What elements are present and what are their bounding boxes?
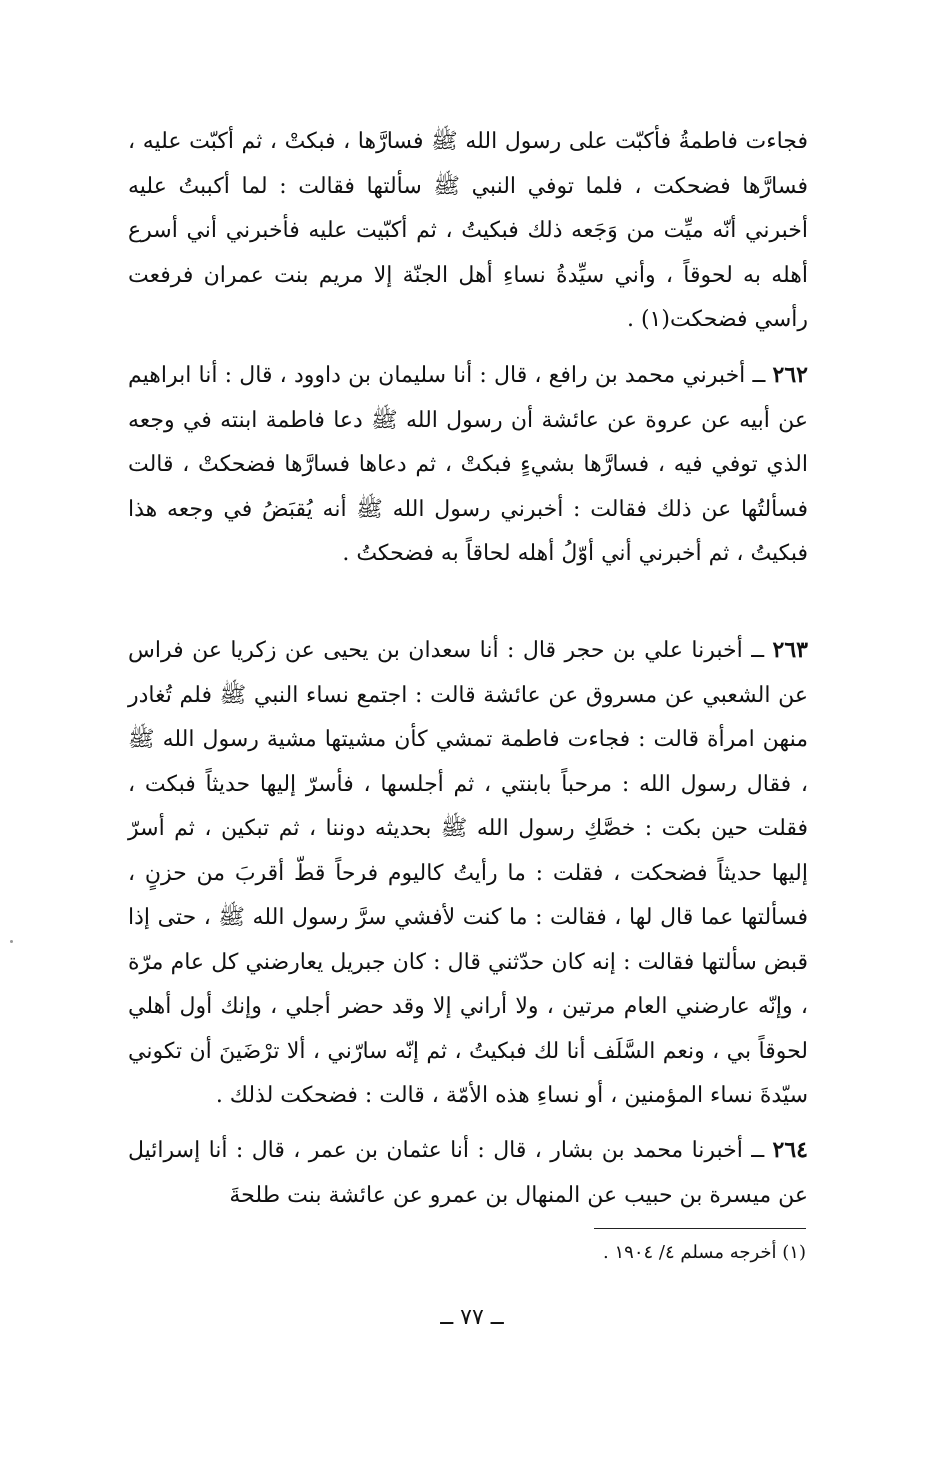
paragraph-hadith-264 (128, 1128, 808, 1218)
hadith-number: ٢٦٤ (772, 1137, 808, 1163)
scan-speck (10, 940, 13, 943)
footnote-divider (594, 1228, 806, 1229)
hadith-number: ٢٦٢ (772, 362, 808, 388)
page-number: ــ ٧٧ ــ (440, 1305, 504, 1330)
paragraph-continuation (128, 120, 808, 343)
paragraph-hadith-263 (128, 628, 808, 1119)
paragraph-text: ــ أخبرني محمد بن رافع ، قال : أنا سليمان بن داوود ، قال : أنا ابراهيم عن أبيه عن عروة عن عائشة أن رسول الله ﷺ دعا فاطمة ابنته في وجعه الذي توفي فيه ، فسارَّها بشيءٍ فبكتْ ، ثم دعاها فسارَّها فضحكتْ ، قالت فسألتُها عن ذلك فقالت : أخبرني رسول الله ﷺ أنه يُقبَضُ في وجعه هذا فبكيتُ ، ثم أخبرني أني أوّلُ أهله لحاقاً به فضحكتُ . (128, 363, 808, 566)
paragraph-text: فجاءت فاطمةُ فأكبّت على رسول الله ﷺ فسارَّها ، فبكتْ ، ثم أكبّت عليه ، فسارَّها فضحكت ، فلما توفي النبي ﷺ سألتها فقالت : لما أكببتُ عليه أخبرني أنّه ميِّت من وَجَعه ذلك فبكيتُ ، ثم أكبّيت عليه فأخبرني أني أسرع أهله به لحوقاً ، وأني سيِّدةُ نساءِ أهل الجنّة إلا مريم بنت عمران فرفعت رأسي فضحكت(١) . (128, 129, 808, 332)
paragraph-hadith-262 (128, 353, 808, 577)
paragraph-text: ــ أخبرنا محمد بن بشار ، قال : أنا عثمان بن عمر ، قال : أنا إسرائيل عن ميسرة بن حبيب عن المنهال بن عمرو عن عائشة بنت طلحةَ (128, 1138, 808, 1208)
footnote: (١) أخرجه مسلم ٤/ ١٩٠٤ . (603, 1242, 806, 1263)
paragraph-text: ــ أخبرنا علي بن حجر قال : أنا سعدان بن يحيى عن زكريا عن فراس عن الشعبي عن مسروق عن عائشة قالت : اجتمع نساء النبي ﷺ فلم تُغادر منهن امرأة قالت : فجاءت فاطمة تمشي كأن مشيتها مشية رسول الله ﷺ ، فقال رسول الله : مرحباً بابنتي ، ثم أجلسها ، فأسرّ إليها حديثاً فبكت ، فقلت حين بكت : خصَّكِ رسول الله ﷺ بحديثه دوننا ، ثم تبكين ، ثم أسرّ إليها حديثاً فضحكت ، فقلت : ما رأيتُ كاليوم فرحاً قطّ أقربَ من حزنٍ ، فسألتها عما قال لها ، فقالت : ما كنت لأفشي سرَّ رسول الله ﷺ ، حتى إذا قبض سألتها فقالت : إنه كان حدّثني قال : كان جبريل يعارضني كل عام مرّة ، وإنّه عارضني العام مرتين ، ولا أراني إلا وقد حضر أجلي ، وإنك أول أهلي لحوقاً بي ، ونعم السَّلَف أنا لك فبكيتُ ، ثم إنّه سارّني ، ألا ترْضَينَ أن تكوني سيّدةَ نساء المؤمنين ، أو نساءِ هذه الأمّة ، قالت : فضحكت لذلك . (128, 638, 809, 1108)
hadith-number: ٢٦٣ (772, 637, 808, 663)
